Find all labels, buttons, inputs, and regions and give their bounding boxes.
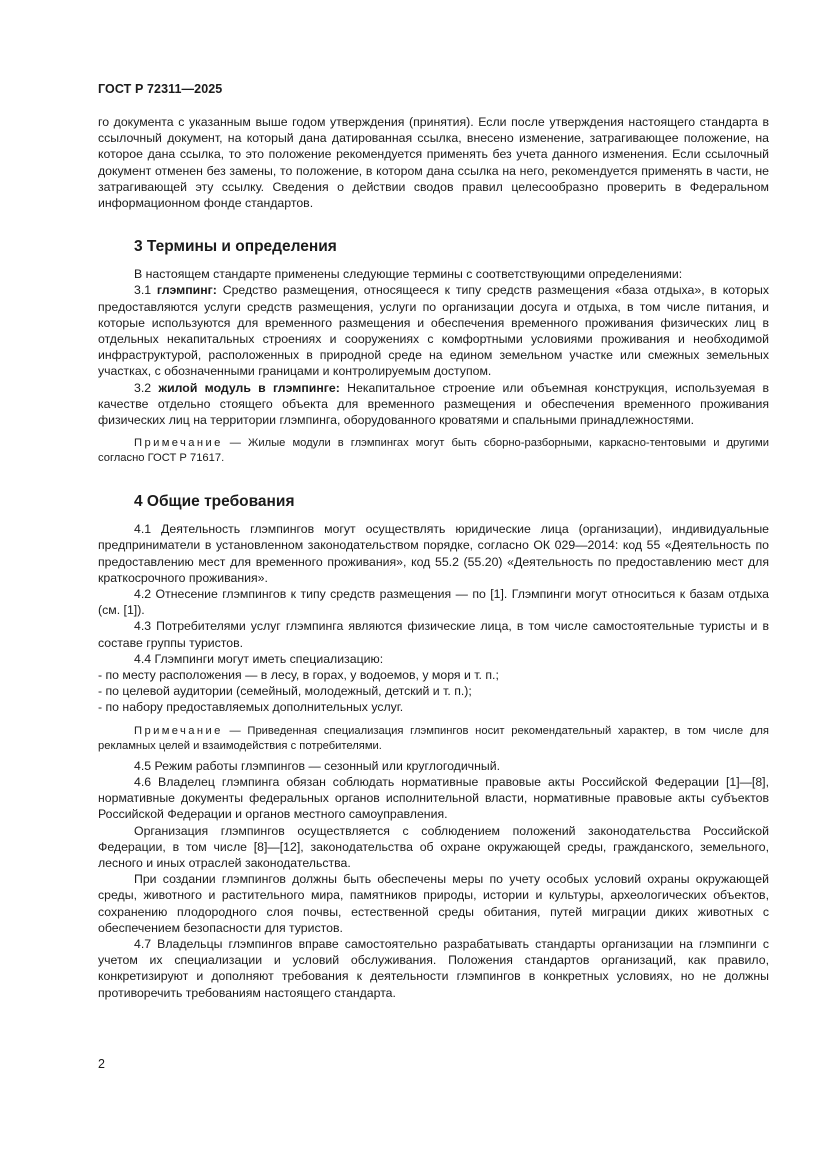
section-4-title: 4 Общие требования bbox=[134, 493, 295, 511]
clause-4-3: 4.3 Потребителями услуг глэмпинга являются физические лица, в том числе самостоятельные туристы и в составе группы туристов. bbox=[98, 619, 769, 650]
term-3-2-number: 3.2 bbox=[134, 380, 152, 395]
clause-4-1: 4.1 Деятельность глэмпингов могут осуществлять юридические лица (организации), индивидуальные предприниматели в установленном законодательством порядке, согласно ОК 029—2014: код 55 «Деятельность по предоставлению мест для временного проживания», код 55.2 (55.20) «Деятельность по предоставлению мест для краткосрочного проживания». bbox=[98, 522, 769, 585]
term-3-1-definition: Средство размещения, относящееся к типу средств размещения «база отдыха», в которых предоставляются услуги средств размещения, услуги по организации досуга и отдыха, в том числе питания, и которые используются для временного размещения и обеспечения временного проживания физических лиц в отдельных некапитальных строениях и сооружениях с комфортными условиями проживания и необходимой инфраструктурой, расположенных в природной среде на едином земельном участке или смежных земельных участках, с обозначенными границами и контролируемым доступом. bbox=[98, 283, 769, 379]
note-text: — Приведенная специализация глэмпингов носит рекомендательный характер, в том числе для рекламных целей и взаимодействия с потребителями. bbox=[98, 724, 769, 752]
clause-4-6-paragraph-3: При создании глэмпингов должны быть обеспечены меры по учету особых условий охраны окружающей среды, животного и растительного мира, памятников природы, истории и культуры, археологических объектов, сохранению плодородного слоя почвы, естественной среды обитания, путей миграции диких животных с обеспечением безопасности для туристов. bbox=[98, 872, 769, 935]
page-number: 2 bbox=[98, 1057, 105, 1071]
section-3-note bbox=[98, 436, 769, 466]
intro-paragraph: го документа с указанным выше годом утверждения (принятия). Если после утверждения настоящего стандарта в ссылочный документ, на который дана датированная ссылка, внесено изменение, затрагивающее положение, на которое дана ссылка, то это положение рекомендуется применять без учета данного изменения. Если ссылочный документ отменен без замены, то положение, в котором дана ссылка на него, рекомендуется применять в части, не затрагивающей эту ссылку. Сведения о действии сводов правил целесообразно проверить в Федеральном информационном фонде стандартов. bbox=[98, 115, 769, 211]
section-3-title: 3 Термины и определения bbox=[134, 238, 337, 256]
clause-4-6-paragraph-2: Организация глэмпингов осуществляется с соблюдением положений законодательства Российской Федерации, в том числе [8]—[12], законодательства об охране окружающей среды, гражданского, земельного, лесного и иных отраслей законодательства. bbox=[98, 823, 769, 870]
clause-4-6: 4.6 Владелец глэмпинга обязан соблюдать нормативные правовые акты Российской Федерации [1]—[8], нормативные документы федеральных органов исполнительной власти, нормативные правовые акты субъектов Российской Федерации и органов местного самоуправления. bbox=[98, 774, 769, 822]
clause-4-5: 4.5 Режим работы глэмпингов — сезонный или круглогодичный. bbox=[134, 758, 501, 773]
clause-4-4: 4.4 Глэмпинги могут иметь специализацию: bbox=[134, 651, 384, 666]
document-header: ГОСТ Р 72311—2025 bbox=[98, 82, 223, 96]
section-3-lead: В настоящем стандарте применены следующие термины с соответствующими определениями: bbox=[134, 267, 683, 282]
term-3-1-number: 3.1 bbox=[134, 283, 152, 298]
note-label: Примечание bbox=[134, 724, 223, 737]
term-3-1-term: глэмпинг: bbox=[156, 283, 217, 298]
list-item: - по целевой аудитории (семейный, молодежный, детский и т. п.); bbox=[98, 684, 472, 699]
clause-4-7: 4.7 Владельцы глэмпингов вправе самостоятельно разрабатывать стандарты организации на глэмпинги с учетом их специализации и условий обслуживания. Положения стандартов организаций, как правило, конкретизируют и дополняют требования к деятельности глэмпингов в конкретных условиях, но не должны противоречить требованиям настоящего стандарта. bbox=[98, 936, 769, 1000]
term-3-2-term: жилой модуль в глэмпинге: bbox=[158, 380, 340, 395]
term-3-2 bbox=[98, 380, 769, 429]
term-3-2-definition: Некапитальное строение или объемная конструкция, используемая в качестве отдельно стоящего объекта для временного размещения и обеспечения временного проживания физических лиц на территории глэмпинга, оборудованного кроватями и спальными принадлежностями. bbox=[98, 380, 770, 428]
term-3-1 bbox=[98, 282, 769, 379]
document-body bbox=[98, 114, 769, 1001]
list-item: - по набору предоставляемых дополнительных услуг. bbox=[98, 700, 404, 715]
note-text: — Жилые модули в глэмпингах могут быть сборно-разборными, каркасно-тентовыми и другими согласно ГОСТ Р 71617. bbox=[98, 437, 769, 465]
note-label: Примечание bbox=[134, 437, 223, 450]
clause-4-2: 4.2 Отнесение глэмпингов к типу средств размещения — по [1]. Глэмпинги могут относиться к базам отдыха (см. [1]). bbox=[98, 587, 769, 618]
section-4-note bbox=[98, 724, 769, 754]
list-item: - по месту расположения — в лесу, в горах, у водоемов, у моря и т. п.; bbox=[98, 668, 499, 683]
